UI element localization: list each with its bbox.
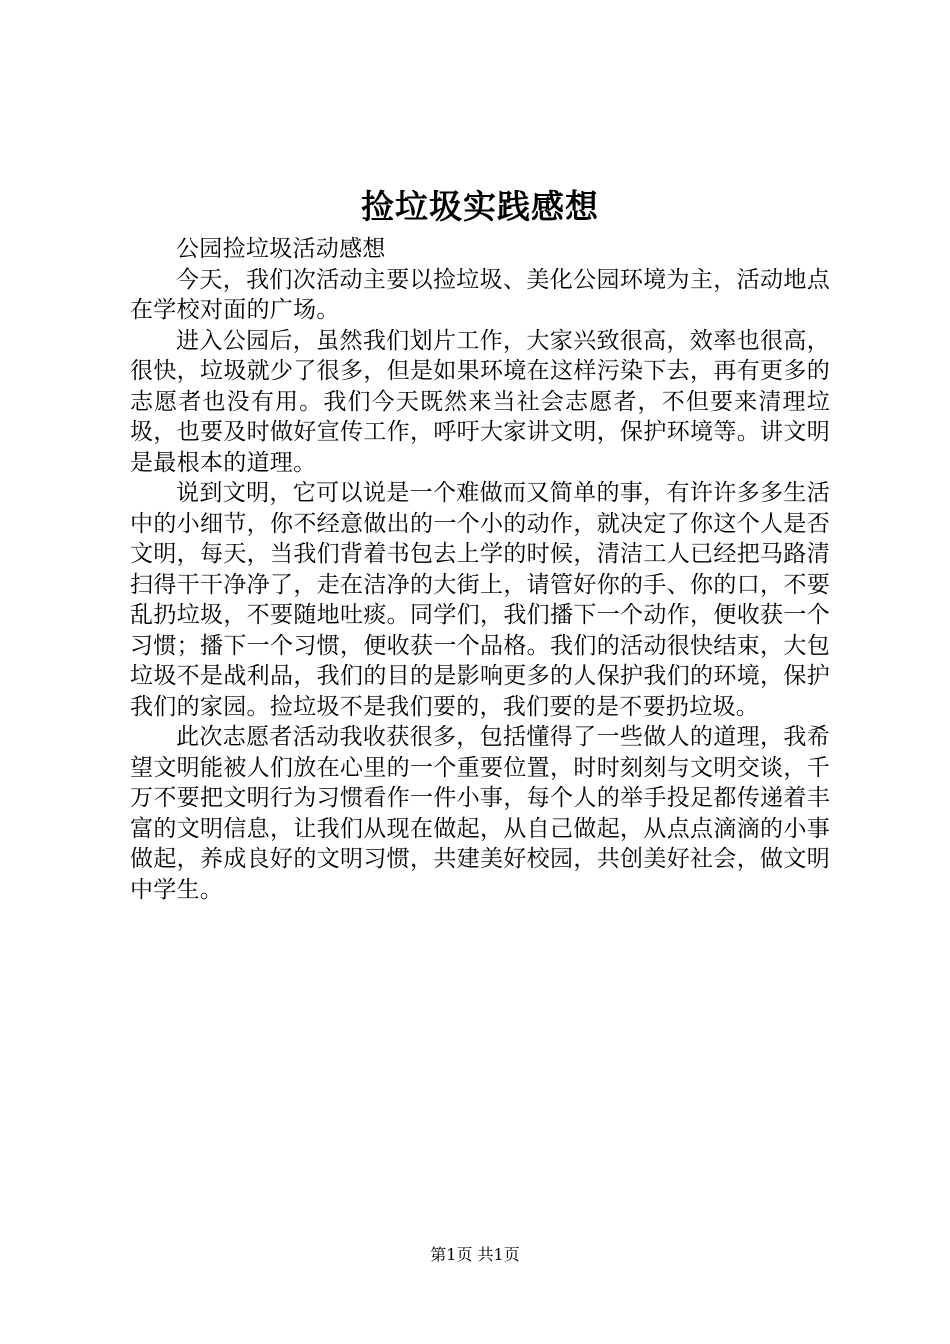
paragraph-activity-location: 今天，我们次活动主要以捡垃圾、美化公园环境为主，活动地点在学校对面的广场。	[130, 266, 830, 323]
paragraph-civilization: 说到文明，它可以说是一个难做而又简单的事，有许许多多生活中的小细节，你不经意做出的一个小的动作，就决定了你这个人是否文明，每天，当我们背着书包去上学的时候，清洁工人已经把马路清扫得干干净净了，走在洁净的大街上，请管好你的手、你的口，不要乱扔垃圾，不要随地吐痰。同学们，我们播下一个动作，便收获一个习惯；播下一个习惯，便收获一个品格。我们的活动很快结束，大包垃圾不是战利品，我们的目的是影响更多的人保护我们的环境，保护我们的家园。捡垃圾不是我们要的，我们要的是不要扔垃圾。	[130, 480, 830, 720]
paragraph-subtitle: 公园捡垃圾活动感想	[176, 236, 386, 262]
document-body	[130, 234, 830, 905]
paragraph-park-work: 进入公园后，虽然我们划片工作，大家兴致很高，效率也很高，很快，垃圾就少了很多，但是如果环境在这样污染下去，再有更多的志愿者也没有用。我们今天既然来当社会志愿者，不但要来清理垃圾，也要及时做好宣传工作，呼吁大家讲文明，保护环境等。讲文明是最根本的道理。	[130, 327, 830, 476]
document-title: 捡垃圾实践感想	[361, 187, 599, 226]
paragraph-conclusion: 此次志愿者活动我收获很多，包括懂得了一些做人的道理，我希望文明能被人们放在心里的一个重要位置，时时刻刻与文明交谈，千万不要把文明行为习惯看作一件小事，每个人的举手投足都传递着丰富的文明信息，让我们从现在做起，从自己做起，从点点滴滴的小事做起，养成良好的文明习惯，共建美好校园，共创美好社会，做文明中学生。	[130, 724, 830, 903]
page-footer: 第1页 共1页	[430, 1245, 520, 1264]
